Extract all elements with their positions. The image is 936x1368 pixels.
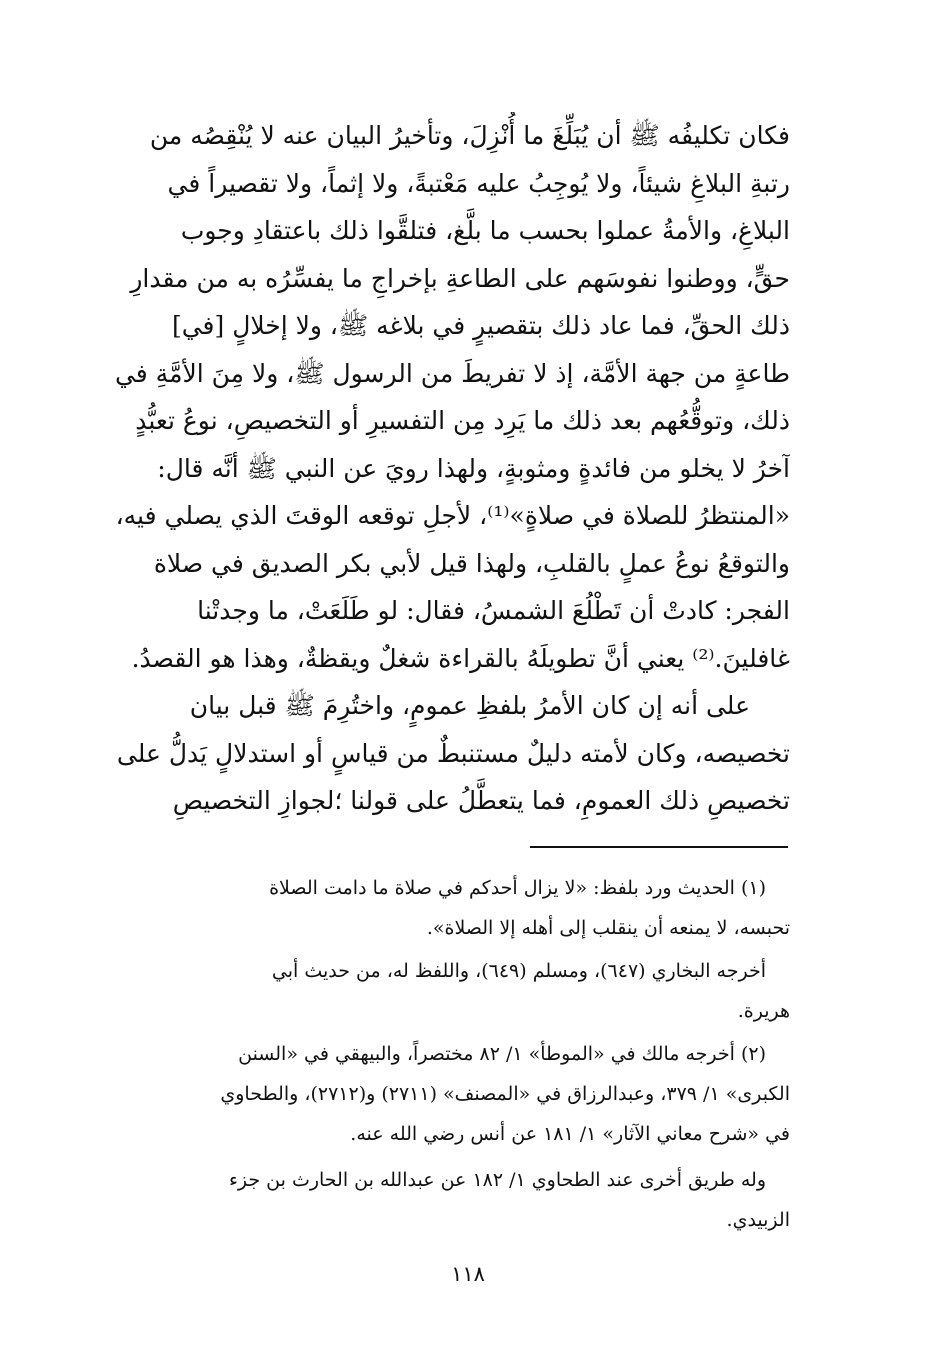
- footnote-line: (٢) أخرجه مالك في «الموطأ» ١/ ٨٢ مختصراً، والبيهقي في «السنن: [238, 1043, 766, 1065]
- main-paragraph-1: [78, 112, 790, 682]
- page-number: ١١٨: [451, 1262, 485, 1286]
- main-paragraph-2: [78, 682, 790, 825]
- footnote-line: هريرة.: [737, 1000, 790, 1022]
- footnote-1-hadith: [78, 868, 790, 948]
- footnote-2-source: [78, 1034, 790, 1154]
- footnote-separator: [530, 846, 788, 848]
- text-line: آخرُ لا يخلو من فائدةٍ ومثوبةٍ، ولهذا رويَ عن النبي ﷺ أنَّه قال:: [157, 453, 790, 483]
- footnote-line: الكبرى» ١/ ٣٧٩، وعبدالرزاق في «المصنف» (٢٧١١) و(٢٧١٢)، والطحاوي: [220, 1083, 790, 1105]
- footnote-line: في «شرح معاني الآثار» ١/ ١٨١ عن أنس رضي الله عنه.: [350, 1123, 790, 1145]
- text-line: تخصيصه، وكان لأمته دليلٌ مستنبطٌ من قياسٍ أو استدلالٍ يَدلُّ على: [116, 738, 790, 768]
- text-line: طاعةٍ من جهة الأمَّة، إذ لا تفريطَ من الرسول ﷺ، ولا مِنَ الأمَّةِ في: [114, 358, 790, 388]
- footnote-2-other-route: [78, 1160, 790, 1240]
- text-line: غافلينَ.⁽²⁾ يعني أنَّ تطويلَهُ بالقراءة شغلٌ ويقظةٌ، وهذا هو القصدُ.: [131, 643, 790, 673]
- text-line: فكان تكليفُه ﷺ أن يُبَلِّغَ ما أُنْزِلَ، وتأخيرُ البيان عنه لا يُنْقِصُه من: [149, 121, 790, 150]
- footnote-line: وله طريق أخرى عند الطحاوي ١/ ١٨٢ عن عبدالله بن الحارث بن جزء: [228, 1169, 766, 1191]
- footnote-line: (١) الحديث ورد بلفظ: «لا يزال أحدكم في صلاة ما دامت الصلاة: [269, 877, 766, 899]
- text-line: البلاغِ، والأمةُ عملوا بحسب ما بلَّغ، فتلقَّوا ذلك باعتقادِ وجوب: [180, 216, 790, 245]
- footnote-line: الزبيدي.: [726, 1209, 790, 1231]
- footnote-line: تحبسه، لا يمنعه أن ينقلب إلى أهله إلا الصلاة».: [426, 917, 790, 939]
- text-line: الفجر: كادتْ أن تَطْلُعَ الشمسُ، فقال: لو طَلَعَتْ، ما وجدتْنا: [197, 596, 790, 625]
- text-line: على أنه إن كان الأمرُ بلفظِ عمومٍ، واختُرِمَ ﷺ قبل بيان: [189, 691, 750, 720]
- text-line: تخصيصِ ذلك العمومِ، فما يتعطَّلُ على قولنا ؛لجوازِ التخصيصِ: [172, 786, 790, 815]
- text-line: رتبةِ البلاغِ شيئاً، ولا يُوجِبُ عليه مَعْتبةً، ولا إثماً، ولا تقصيراً في: [167, 168, 790, 198]
- footnote-1-source: [78, 951, 790, 1031]
- text-line: والتوقعُ نوعُ عملٍ بالقلبِ، ولهذا قيل لأبي بكر الصديق في صلاة: [153, 548, 790, 578]
- text-line: ذلك الحقِّ، فما عاد ذلك بتقصيرٍ في بلاغه ﷺ، ولا إخلالٍ [في]: [171, 311, 790, 340]
- text-line: ذلك، وتوقُّعُهم بعد ذلك ما يَرِد مِن التفسيرِ أو التخصيصِ، نوعُ تعبُّدٍ: [135, 406, 790, 435]
- text-line: حقٍّ، ووطنوا نفوسَهم على الطاعةِ بإخراجِ ما يفسِّرُه به من مقدارِ: [130, 263, 790, 293]
- text-line: «المنتظرُ للصلاة في صلاةٍ»⁽¹⁾، لأجلِ توقعه الوقتَ الذي يصلي فيه،: [115, 501, 790, 530]
- footnote-line: أخرجه البخاري (٦٤٧)، ومسلم (٦٤٩)، واللفظ له، من حديث أبي: [271, 960, 766, 982]
